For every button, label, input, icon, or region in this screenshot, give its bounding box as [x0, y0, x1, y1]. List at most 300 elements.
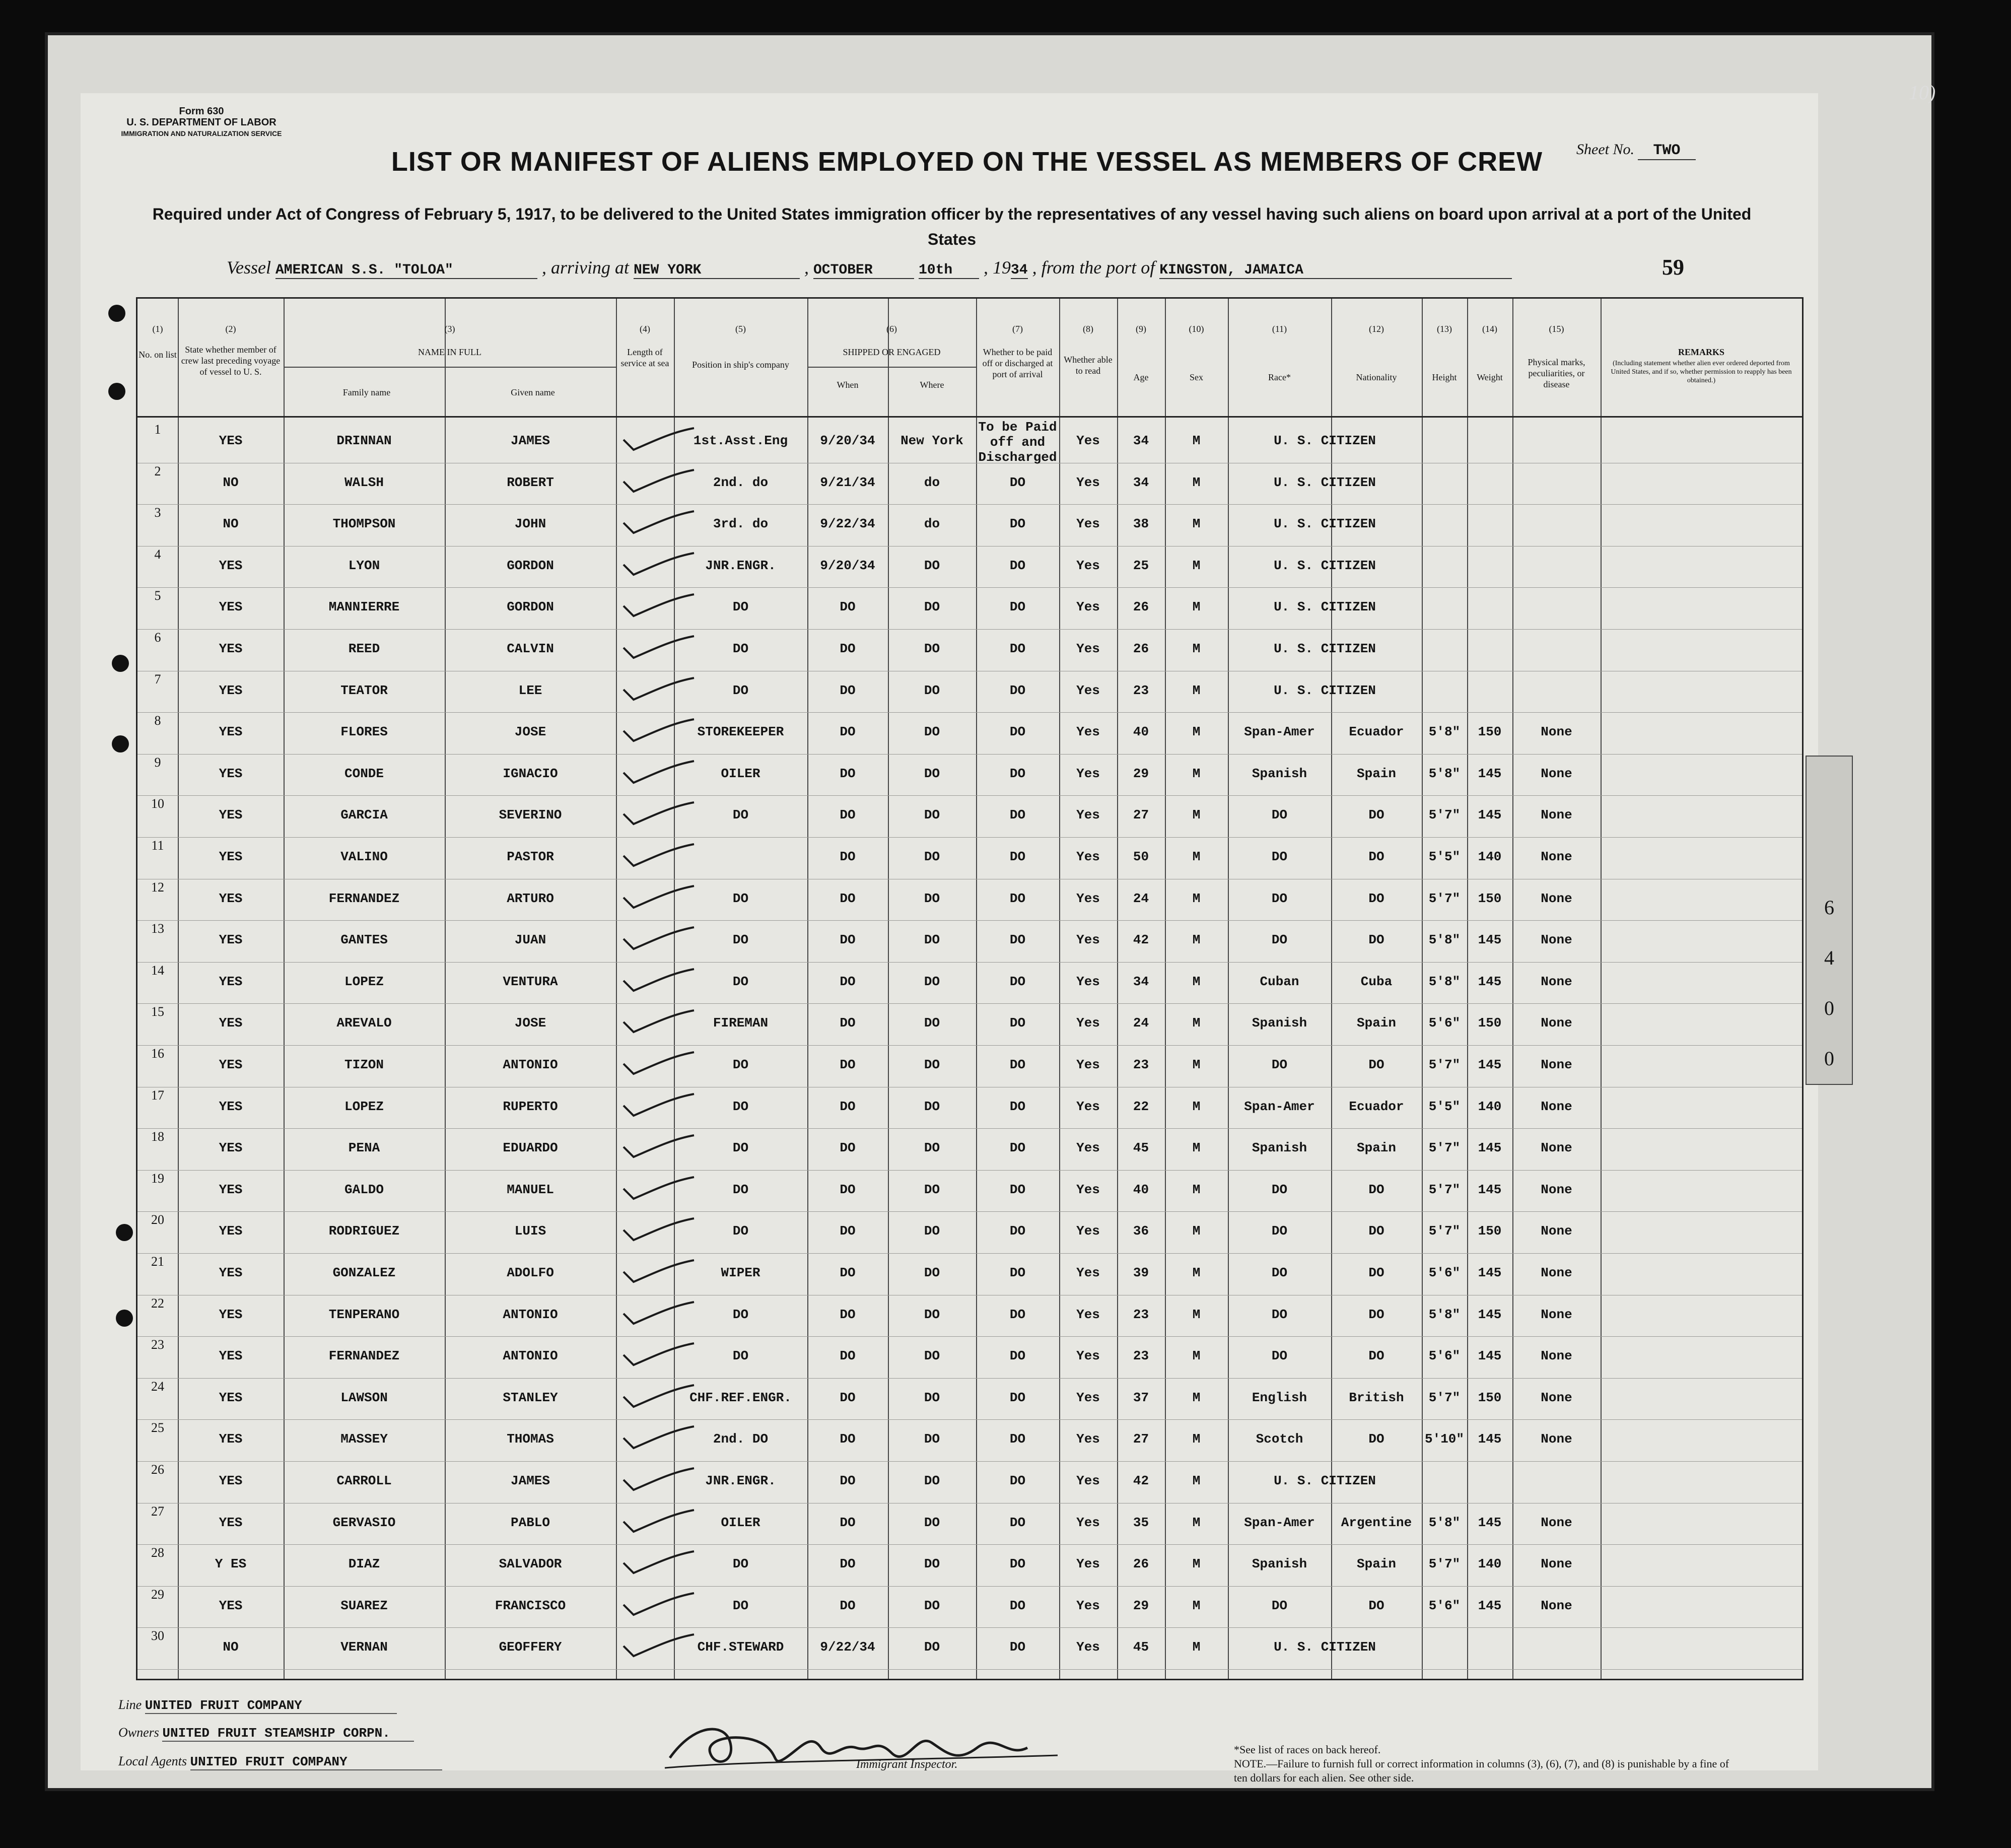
cell-race: Cuban [1260, 974, 1299, 989]
cell-sex: M [1192, 599, 1201, 615]
cell-when: DO [840, 1473, 856, 1488]
cell-when: DO [840, 891, 856, 906]
cell-paid: DO [1009, 1431, 1026, 1447]
table-row [137, 755, 1802, 795]
cell-race: U. S. CITIZEN [1274, 682, 1376, 698]
cell-family: GERVASIO [332, 1515, 396, 1530]
tally-value: 0 [1824, 1047, 1834, 1070]
cell-age: 45 [1133, 1140, 1149, 1156]
cell-family: DRINNAN [336, 433, 392, 448]
cell-weight: 145 [1478, 1182, 1502, 1197]
cell-where: DO [924, 724, 940, 740]
cell-when: 9/20/34 [820, 558, 875, 573]
arrival-year: 34 [1011, 262, 1028, 278]
cell-marks: None [1541, 1015, 1572, 1031]
line-label: Line [118, 1697, 142, 1712]
cell-prev: YES [219, 1099, 243, 1114]
header-shipped: SHIPPED OR ENGAGED [843, 347, 941, 357]
check-mark-icon [621, 1259, 697, 1284]
cell-race: DO [1271, 1348, 1288, 1364]
cell-when: 9/22/34 [820, 1639, 875, 1655]
cell-no: 24 [151, 1379, 164, 1394]
cell-paid: DO [1009, 1515, 1026, 1530]
cell-family: GARCIA [340, 807, 388, 823]
cell-position: FIREMAN [713, 1015, 769, 1031]
cell-prev: NO [223, 474, 239, 490]
cell-where: DO [924, 1223, 940, 1239]
cell-paid: DO [1009, 1057, 1026, 1072]
cell-sex: M [1192, 1057, 1201, 1072]
cell-sex: M [1192, 807, 1201, 823]
cell-prev: YES [219, 932, 243, 948]
cell-no: 19 [151, 1171, 164, 1186]
cell-position: DO [732, 1223, 749, 1239]
table-row [137, 547, 1802, 587]
check-mark-icon [621, 885, 697, 910]
header-where: Where [920, 380, 944, 390]
owners-value: UNITED FRUIT STEAMSHIP CORPN. [162, 1726, 414, 1742]
cell-given: ARTURO [507, 891, 554, 906]
header-height: Height [1432, 372, 1457, 382]
cell-read: Yes [1076, 1223, 1100, 1239]
cell-age: 25 [1133, 558, 1149, 573]
cell-position: DO [732, 1307, 749, 1322]
cell-prev: YES [219, 599, 243, 615]
cell-paid: DO [1009, 974, 1026, 989]
cell-given: STANLEY [503, 1390, 558, 1405]
cell-family: LOPEZ [344, 974, 384, 989]
cell-paid: DO [1009, 1140, 1026, 1156]
check-mark-icon [621, 801, 697, 827]
cell-weight: 145 [1478, 932, 1502, 948]
cell-weight: 140 [1478, 1556, 1502, 1572]
page-number: 59 [1662, 255, 1684, 280]
cell-where: DO [924, 1598, 940, 1613]
col-number: (3) [444, 324, 455, 334]
cell-paid: DO [1009, 682, 1026, 698]
cell-no: 26 [151, 1462, 164, 1477]
cell-sex: M [1192, 558, 1201, 573]
cell-read: Yes [1076, 932, 1100, 948]
voyage-line: Vessel AMERICAN S.S. "TOLOA" , arriving at NEW YORK , OCTOBER 10th , 1934 , from the port of KINGSTON, JAMAICA [227, 257, 1512, 279]
cell-age: 40 [1133, 724, 1149, 740]
cell-nat: Spain [1356, 1015, 1396, 1031]
cell-read: Yes [1076, 1265, 1100, 1280]
cell-paid: DO [1009, 641, 1026, 656]
cell-position: CHF.STEWARD [697, 1639, 784, 1655]
table-row [137, 1296, 1802, 1336]
cell-when: DO [840, 1515, 856, 1530]
cell-no: 23 [151, 1337, 164, 1352]
header-given-name: Given name [511, 387, 555, 397]
cell-nat: DO [1368, 1348, 1384, 1364]
cell-marks: None [1541, 766, 1572, 781]
cell-marks: None [1541, 849, 1572, 864]
cell-no: 12 [151, 879, 164, 895]
col-number: (11) [1272, 324, 1287, 334]
col-number: (9) [1136, 324, 1146, 334]
cell-no: 20 [151, 1212, 164, 1227]
cell-height: 5'7" [1428, 1057, 1461, 1072]
cell-race: Span-Amer [1244, 1099, 1315, 1114]
cell-no: 11 [151, 838, 164, 853]
cell-paid: DO [1009, 599, 1026, 615]
arrival-port: NEW YORK [634, 262, 800, 279]
cell-age: 24 [1133, 891, 1149, 906]
cell-when: DO [840, 1265, 856, 1280]
punch-hole [108, 383, 125, 400]
cell-when: DO [840, 932, 856, 948]
owners-label: Owners [118, 1725, 159, 1740]
cell-age: 45 [1133, 1639, 1149, 1655]
cell-marks: None [1541, 1265, 1572, 1280]
cell-position: OILER [721, 766, 760, 781]
cell-read: Yes [1076, 849, 1100, 864]
cell-height: 5'8" [1428, 1515, 1461, 1530]
cell-sex: M [1192, 433, 1201, 448]
header-position: Position in ship's company [692, 360, 789, 370]
cell-height: 5'5" [1428, 1099, 1461, 1114]
cell-given: LUIS [514, 1223, 546, 1239]
cell-age: 26 [1133, 1556, 1149, 1572]
cell-weight: 140 [1478, 849, 1502, 864]
check-mark-icon [621, 1592, 697, 1617]
cell-sex: M [1192, 1473, 1201, 1488]
cell-sex: M [1192, 641, 1201, 656]
table-row [137, 1004, 1802, 1045]
cell-family: VERNAN [340, 1639, 388, 1655]
cell-when: DO [840, 682, 856, 698]
cell-prev: YES [219, 1265, 243, 1280]
cell-family: AREVALO [336, 1015, 392, 1031]
cell-family: GANTES [340, 932, 388, 948]
cell-nat: Argentine [1341, 1515, 1412, 1530]
table-row [137, 630, 1802, 670]
cell-sex: M [1192, 516, 1201, 532]
cell-weight: 145 [1478, 807, 1502, 823]
check-mark-icon [621, 1301, 697, 1326]
crew-manifest-table [136, 297, 1804, 1680]
table-row [137, 1254, 1802, 1294]
cell-age: 42 [1133, 1473, 1149, 1488]
cell-when: DO [840, 1390, 856, 1405]
check-mark-icon [621, 552, 697, 577]
cell-position: DO [732, 1598, 749, 1613]
cell-position: DO [732, 682, 749, 698]
cell-prev: YES [219, 1057, 243, 1072]
cell-no: 22 [151, 1295, 164, 1311]
check-mark-icon [621, 1009, 697, 1035]
cell-sex: M [1192, 891, 1201, 906]
cell-nat: DO [1368, 1307, 1384, 1322]
vessel-name: AMERICAN S.S. "TOLOA" [275, 262, 537, 279]
table-row [137, 1129, 1802, 1170]
cell-read: Yes [1076, 724, 1100, 740]
cell-when: 9/22/34 [820, 516, 875, 532]
cell-when: DO [840, 807, 856, 823]
cell-where: DO [924, 1099, 940, 1114]
cell-given: EDUARDO [503, 1140, 558, 1156]
table-row [137, 838, 1802, 878]
cell-paid: DO [1009, 516, 1026, 532]
cell-read: Yes [1076, 1099, 1100, 1114]
cell-no: 28 [151, 1545, 164, 1560]
cell-position: DO [732, 1057, 749, 1072]
cell-prev: YES [219, 558, 243, 573]
cell-no: 6 [154, 630, 161, 645]
header-when: When [837, 380, 859, 390]
cell-race: DO [1271, 1598, 1288, 1613]
cell-family: CONDE [344, 766, 384, 781]
check-mark-icon [621, 1176, 697, 1201]
cell-position: DO [732, 1099, 749, 1114]
cell-weight: 150 [1478, 891, 1502, 906]
cell-read: Yes [1076, 1140, 1100, 1156]
col-number: (14) [1482, 324, 1497, 334]
check-mark-icon [621, 469, 697, 494]
sheet-number-label: Sheet No. [1576, 141, 1634, 158]
punch-hole [116, 1224, 133, 1241]
cell-where: DO [924, 891, 940, 906]
cell-family: RODRIGUEZ [328, 1223, 400, 1239]
cell-weight: 145 [1478, 1307, 1502, 1322]
cell-family: VALINO [340, 849, 388, 864]
cell-prev: YES [219, 1223, 243, 1239]
header-remarks: REMARKS [1678, 347, 1724, 357]
cell-where: DO [924, 1348, 940, 1364]
cell-given: IGNACIO [503, 766, 558, 781]
year-prefix: , 19 [984, 257, 1011, 278]
check-mark-icon [621, 1425, 697, 1451]
cell-marks: None [1541, 1307, 1572, 1322]
cell-age: 34 [1133, 474, 1149, 490]
inspector-label: Immigrant Inspector. [856, 1758, 958, 1771]
cell-nat: DO [1368, 1223, 1384, 1239]
cell-read: Yes [1076, 558, 1100, 573]
cell-race: U. S. CITIZEN [1274, 516, 1376, 532]
cell-where: DO [924, 1431, 940, 1447]
cell-age: 50 [1133, 849, 1149, 864]
cell-position: JNR.ENGR. [705, 1473, 776, 1488]
cell-position: JNR.ENGR. [705, 558, 776, 573]
cell-height: 5'7" [1428, 1390, 1461, 1405]
cell-height: 5'6" [1428, 1015, 1461, 1031]
cell-where: DO [924, 1390, 940, 1405]
service-name: IMMIGRATION AND NATURALIZATION SERVICE [121, 129, 282, 138]
cell-weight: 145 [1478, 1515, 1502, 1530]
cell-prev: YES [219, 682, 243, 698]
cell-position: DO [732, 932, 749, 948]
cell-sex: M [1192, 682, 1201, 698]
col-number: (7) [1012, 324, 1023, 334]
header-no: No. on list [138, 350, 177, 360]
cell-paid: DO [1009, 1182, 1026, 1197]
cell-where: do [924, 474, 940, 490]
cell-race: Spanish [1252, 1556, 1307, 1572]
cell-prev: YES [219, 1182, 243, 1197]
cell-race: DO [1271, 1057, 1288, 1072]
cell-when: DO [840, 724, 856, 740]
cell-position: DO [732, 1556, 749, 1572]
table-row [137, 1046, 1802, 1086]
check-mark-icon [621, 510, 697, 535]
cell-race: DO [1271, 1265, 1288, 1280]
cell-given: FRANCISCO [495, 1598, 566, 1613]
header-family-name: Family name [342, 387, 391, 397]
cell-weight: 145 [1478, 1431, 1502, 1447]
cell-given: GORDON [507, 558, 554, 573]
cell-paid: DO [1009, 1598, 1026, 1613]
cell-given: SALVADOR [499, 1556, 562, 1572]
table-row [137, 588, 1802, 629]
cell-position: STOREKEEPER [697, 724, 784, 740]
cell-weight: 150 [1478, 1223, 1502, 1239]
cell-given: RUPERTO [503, 1099, 558, 1114]
check-mark-icon [621, 1384, 697, 1409]
cell-nat: Ecuador [1349, 724, 1404, 740]
cell-family: PENA [348, 1140, 380, 1156]
cell-family: DIAZ [348, 1556, 380, 1572]
cell-age: 29 [1133, 1598, 1149, 1613]
check-mark-icon [621, 1134, 697, 1159]
header-able-to-read: Whether able to read [1064, 355, 1113, 376]
cell-read: Yes [1076, 516, 1100, 532]
cell-sex: M [1192, 766, 1201, 781]
cell-marks: None [1541, 1431, 1572, 1447]
cell-position: WIPER [721, 1265, 760, 1280]
cell-family: LAWSON [340, 1390, 388, 1405]
cell-read: Yes [1076, 474, 1100, 490]
check-mark-icon [621, 1633, 697, 1659]
cell-position: DO [732, 891, 749, 906]
tally-value: 0 [1824, 997, 1834, 1019]
check-mark-icon [621, 1342, 697, 1367]
cell-age: 34 [1133, 974, 1149, 989]
cell-read: Yes [1076, 807, 1100, 823]
cell-given: SEVERINO [499, 807, 562, 823]
cell-family: CARROLL [336, 1473, 392, 1488]
cell-nat: DO [1368, 807, 1384, 823]
cell-where: DO [924, 1639, 940, 1655]
cell-paid: DO [1009, 1223, 1026, 1239]
cell-race: U. S. CITIZEN [1274, 599, 1376, 615]
cell-marks: None [1541, 1598, 1572, 1613]
cell-given: VENTURA [503, 974, 558, 989]
cell-age: 27 [1133, 1431, 1149, 1447]
cell-race: DO [1271, 1307, 1288, 1322]
cell-race: U. S. CITIZEN [1274, 1639, 1376, 1655]
cell-weight: 145 [1478, 1057, 1502, 1072]
header-previous-voyage: State whether member of crew last preceding voyage of vessel to U. S. [181, 345, 281, 377]
cell-read: Yes [1076, 1307, 1100, 1322]
cell-family: FLORES [340, 724, 388, 740]
cell-weight: 145 [1478, 974, 1502, 989]
form-header [106, 106, 297, 139]
cell-sex: M [1192, 974, 1201, 989]
cell-sex: M [1192, 1099, 1201, 1114]
cell-read: Yes [1076, 433, 1100, 448]
check-mark-icon [621, 677, 697, 702]
table-row [137, 963, 1802, 1003]
cell-family: MASSEY [340, 1431, 388, 1447]
cell-given: JAMES [510, 1473, 550, 1488]
cell-read: Yes [1076, 1390, 1100, 1405]
header-age: Age [1133, 372, 1149, 382]
cell-position: 2nd. DO [713, 1431, 769, 1447]
table-row [137, 1088, 1802, 1128]
header-length-service: Length of service at sea [620, 347, 669, 368]
check-mark-icon [621, 1467, 697, 1492]
cell-position: CHF.REF.ENGR. [689, 1390, 792, 1405]
cell-paid: DO [1009, 474, 1026, 490]
cell-read: Yes [1076, 1556, 1100, 1572]
cell-paid: DO [1009, 1307, 1026, 1322]
cell-nat: DO [1368, 1265, 1384, 1280]
col-number: (15) [1549, 324, 1564, 334]
cell-race: U. S. CITIZEN [1274, 1473, 1376, 1488]
cell-height: 5'6" [1428, 1598, 1461, 1613]
header-weight: Weight [1477, 372, 1503, 382]
cell-height: 5'6" [1428, 1348, 1461, 1364]
cell-when: DO [840, 1223, 856, 1239]
cell-marks: None [1541, 974, 1572, 989]
cell-family: GALDO [344, 1182, 384, 1197]
cell-no: 13 [151, 921, 164, 936]
cell-weight: 150 [1478, 1390, 1502, 1405]
cell-age: 26 [1133, 599, 1149, 615]
table-row [137, 921, 1802, 962]
check-mark-icon [621, 1509, 697, 1534]
cell-nat: DO [1368, 1182, 1384, 1197]
cell-read: Yes [1076, 974, 1100, 989]
cell-where: DO [924, 1140, 940, 1156]
cell-where: DO [924, 1515, 940, 1530]
table-row [137, 796, 1802, 837]
col-number: (12) [1369, 324, 1384, 334]
cell-no: 14 [151, 963, 164, 978]
cell-position: DO [732, 1182, 749, 1197]
cell-prev: YES [219, 974, 243, 989]
cell-weight: 150 [1478, 724, 1502, 740]
cell-race: DO [1271, 932, 1288, 948]
header-nationality: Nationality [1356, 372, 1397, 382]
cell-where: DO [924, 849, 940, 864]
table-row [137, 1337, 1802, 1378]
cell-where: DO [924, 1307, 940, 1322]
cell-race: U. S. CITIZEN [1274, 433, 1376, 448]
cell-when: DO [840, 1099, 856, 1114]
cell-height: 5'5" [1428, 849, 1461, 864]
cell-family: LYON [348, 558, 380, 573]
cell-where: New York [900, 433, 963, 448]
cell-race: Span-Amer [1244, 1515, 1315, 1530]
cell-prev: YES [219, 1390, 243, 1405]
tally-value: 6 [1824, 896, 1834, 919]
cell-height: 5'6" [1428, 1265, 1461, 1280]
cell-given: GORDON [507, 599, 554, 615]
cell-height: 5'7" [1428, 1223, 1461, 1239]
cell-no: 27 [151, 1503, 164, 1519]
cell-sex: M [1192, 932, 1201, 948]
cell-position: DO [732, 1348, 749, 1364]
cell-read: Yes [1076, 1639, 1100, 1655]
cell-nat: Spain [1356, 1556, 1396, 1572]
cell-age: 42 [1133, 932, 1149, 948]
cell-marks: None [1541, 1348, 1572, 1364]
tally-value: 4 [1824, 946, 1834, 969]
cell-no: 1 [154, 422, 161, 437]
cell-nat: Cuba [1360, 974, 1393, 989]
